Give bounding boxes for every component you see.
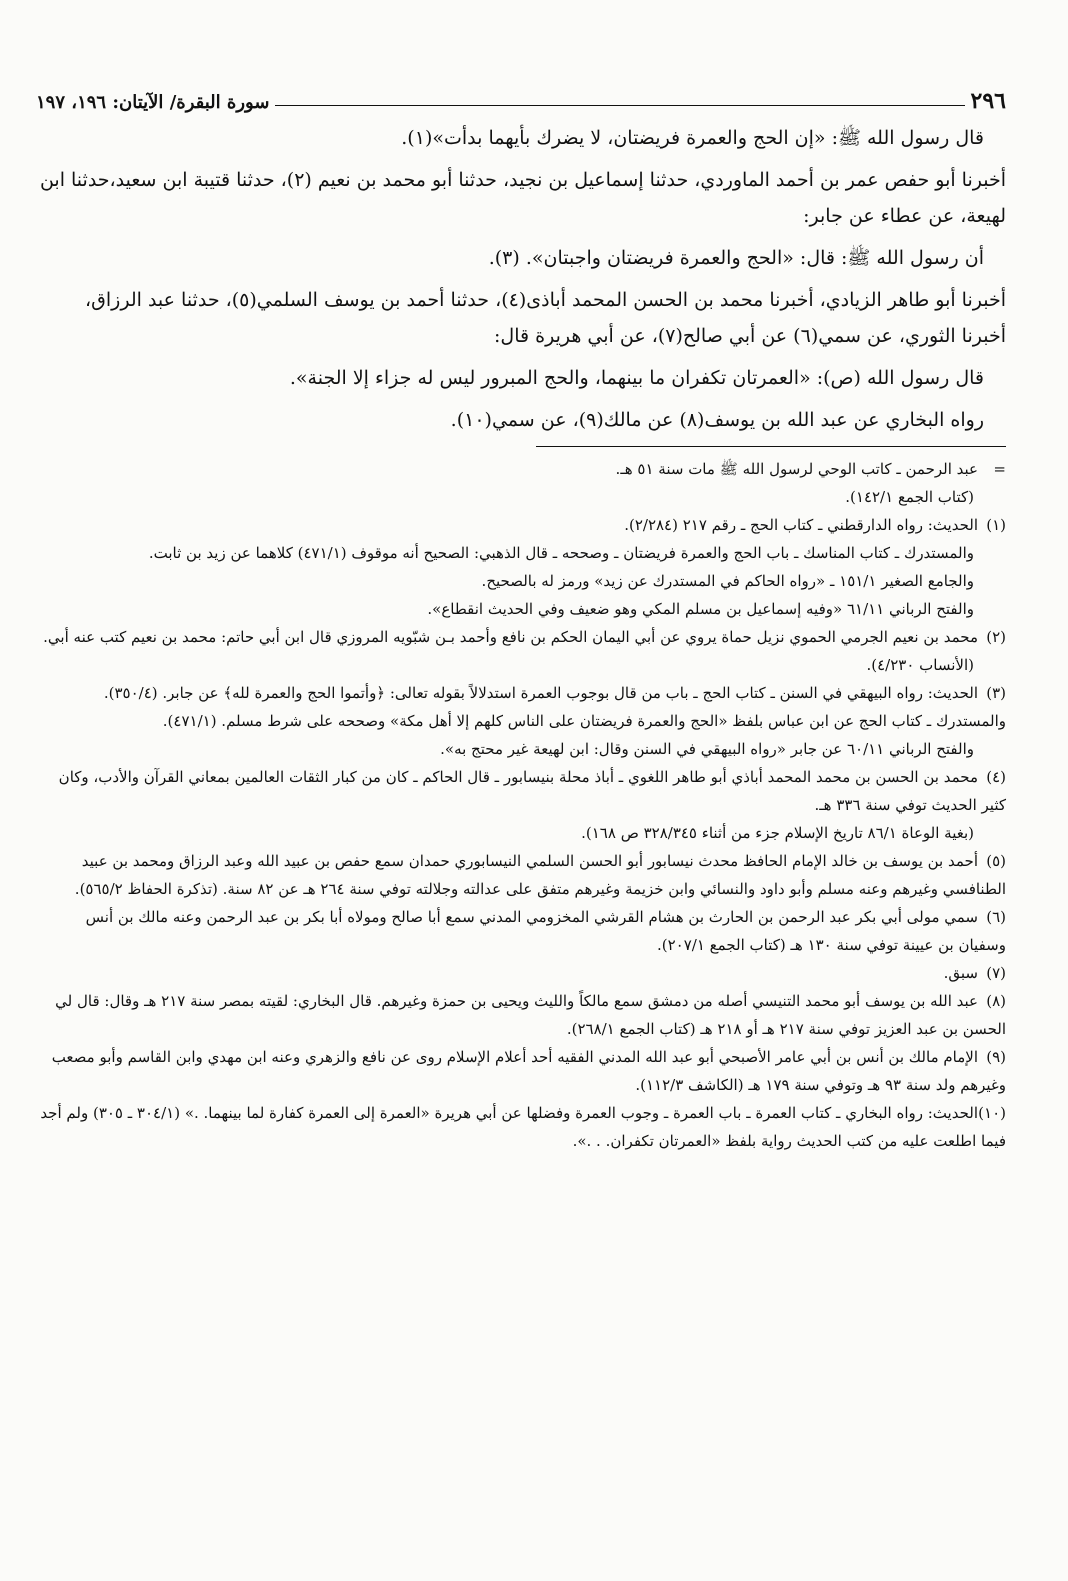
footnote-line — [36, 595, 1006, 623]
footnote-label: (٩) — [986, 1048, 1006, 1066]
footnote-text: سبق. — [943, 964, 978, 982]
footnote-line — [36, 539, 1006, 567]
footnote-line — [36, 567, 1006, 595]
footnote-line — [36, 735, 1006, 763]
header-rule — [275, 105, 964, 106]
footnote-text: (كتاب الجمع ١٤٢/١). — [845, 488, 974, 506]
main-paragraph: أخبرنا أبو طاهر الزيادي، أخبرنا محمد بن الحسن المحمد أباذى(٤)، حدثنا أحمد بن يوسف السلمي(٥)، حدثنا عبد الرزاق، أخبرنا الثوري، عن سمي(٦) عن أبي صالح(٧)، عن أبي هريرة قال: — [85, 289, 1006, 347]
footnote-line — [36, 651, 1006, 679]
footnote-line — [36, 847, 1006, 903]
footnote-label: (١) — [986, 516, 1006, 534]
footnote-text: الإمام مالك بن أنس بن أبي عامر الأصبحي أبو عبد الله المدني الفقيه أحد أعلام الإسلام روى عن نافع والزهري وعنه ابن مهدي وابن القاسم وأبو مصعب وغيرهم ولد سنة ٩٣ هـ وتوفي سنة ١٧٩ هـ (الكاشف ١١٢/٣). — [51, 1048, 1006, 1094]
footnote-text: سمي مولى أبي بكر عبد الرحمن بن الحارث بن هشام القرشي المخزومي المدني سمع أبا صالح ومولاه أبا بكر بن عبد الرحمن وعنه مالك بن أنس وسفيان بن عيينة توفي سنة ١٣٠ هـ (كتاب الجمع ٢٠٧/١). — [85, 908, 1006, 954]
footnote-line — [36, 623, 1006, 651]
footnote-line — [36, 455, 1006, 483]
footnote-text: محمد بن الحسن بن محمد المحمد أباذي أبو طاهر اللغوي ـ أباذ محلة بنيسابور ـ قال الحاكم ـ كان من كبار الثقات العالمين بمعاني القرآن والأدب، وكان كثير الحديث توفي سنة ٣٣٦ هـ. — [58, 768, 1006, 814]
footnote-text: الحديث: رواه البيهقي في السنن ـ كتاب الحج ـ باب من قال بوجوب العمرة استدلالاً بقوله تعالى: ﴿وأتموا الحج والعمرة لله﴾ عن جابر. (٣٥٠/٤). والمستدرك ـ كتاب الحج عن ابن عباس بلفظ «الحج والعمرة فريضتان على الناس كلهم إلا أهل مكة» وصححه على شرط مسلم. (٤٧١/١). — [103, 684, 1006, 730]
main-paragraph: قال رسول الله ﷺ: «إن الحج والعمرة فريضتان، لا يضرك بأيهما بدأت»(١). — [401, 127, 984, 149]
footnote-text: والفتح الرباني ٦٠/١١ عن جابر «رواه البيهقي في السنن وقال: ابن لهيعة غير محتج به». — [440, 740, 974, 758]
footnote-line — [36, 1099, 1006, 1155]
footnote-line — [36, 903, 1006, 959]
page-number: ٢٩٦ — [970, 88, 1006, 114]
footnote-line — [36, 511, 1006, 539]
running-title: سورة البقرة/ الآيتان: ١٩٦، ١٩٧ — [36, 92, 270, 113]
footnote-label: (٤) — [986, 768, 1006, 786]
footnote-line — [36, 959, 1006, 987]
footnote-line — [36, 987, 1006, 1043]
footnotes — [36, 455, 1006, 1155]
footnote-label: (١٠) — [978, 1104, 1006, 1122]
page-header — [36, 78, 1006, 112]
main-paragraph: أخبرنا أبو حفص عمر بن أحمد الماوردي، حدثنا إسماعيل بن نجيد، حدثنا أبو محمد بن نعيم (٢)، حدثنا قتيبة ابن سعيد،حدثنا ابن لهيعة، عن عطاء عن جابر: — [39, 169, 1006, 227]
footnote-line — [36, 819, 1006, 847]
footnote-text: (الأنساب ٤/٢٣٠). — [866, 656, 974, 674]
footnote-label: = — [993, 460, 1006, 478]
footnote-text: عبد الرحمن ـ كاتب الوحي لرسول الله ﷺ مات سنة ٥١ هـ. — [615, 460, 978, 478]
main-paragraph: رواه البخاري عن عبد الله بن يوسف(٨) عن مالك(٩)، عن سمي(١٠). — [450, 409, 984, 431]
main-paragraph: أن رسول الله ﷺ: قال: «الحج والعمرة فريضتان واجبتان». (٣). — [488, 247, 984, 269]
footnote-separator — [536, 446, 1006, 447]
footnote-text: أحمد بن يوسف بن خالد الإمام الحافظ محدث نيسابور أبو الحسن السلمي النيسابوري حمدان سمع حفص بن عبيد الله وعبد الرزاق ومحمد بن عبيد الطنافسي وغيرهم وعنه مسلم وأبو داود والنسائي وابن خزيمة وغيرهم متفق على عدالته وجلالته توفي سنة ٢٦٤ هـ عن ٨٢ سنة. (تذكرة الحفاظ ٥٦٥/٢). — [74, 852, 1006, 898]
footnote-line — [36, 679, 1006, 735]
footnote-text: والجامع الصغير ١٥١/١ ـ «رواه الحاكم في المستدرك عن زيد» ورمز له بالصحيح. — [481, 572, 974, 590]
footnote-label: (٢) — [986, 628, 1006, 646]
footnote-label: (٣) — [986, 684, 1006, 702]
footnote-line — [36, 1043, 1006, 1099]
footnote-text: (بغية الوعاة ٨٦/١ تاريخ الإسلام جزء من أثناء ٣٢٨/٣٤٥ ص ١٦٨). — [581, 824, 974, 842]
main-text — [36, 120, 1006, 438]
footnote-line — [36, 763, 1006, 819]
footnote-label: (٧) — [986, 964, 1006, 982]
footnote-label: (٥) — [986, 852, 1006, 870]
footnote-label: (٦) — [986, 908, 1006, 926]
footnote-line — [36, 483, 1006, 511]
footnote-text: عبد الله بن يوسف أبو محمد التنيسي أصله من دمشق سمع مالكاً والليث ويحيى بن حمزة وغيرهم. قال البخاري: لقيته بمصر سنة ٢١٧ هـ وقال: قال لي الحسن بن عبد العزيز توفي سنة ٢١٧ هـ أو ٢١٨ هـ (كتاب الجمع ٢٦٨/١). — [55, 992, 1006, 1038]
footnote-text: والمستدرك ـ كتاب المناسك ـ باب الحج والعمرة فريضتان ـ وصححه ـ قال الذهبي: الصحيح أنه موقوف (٤٧١/١) كلاهما عن زيد بن ثابت. — [148, 544, 974, 562]
footnote-text: محمد بن نعيم الجرمي الحموي نزيل حماة يروي عن أبي اليمان الحكم بن نافع وأحمد بـن شبّويه المروزي قال ابن أبي حاتم: محمد بن نعيم كتب عنه أبي. — [43, 628, 978, 646]
footnote-label: (٨) — [986, 992, 1006, 1010]
footnote-text: والفتح الرباني ٦١/١١ «وفيه إسماعيل بن مسلم المكي وهو ضعيف وفي الحديث انقطاع». — [427, 600, 974, 618]
document-page — [36, 78, 1006, 1155]
footnote-text: الحديث: رواه الدارقطني ـ كتاب الحج ـ رقم ٢١٧ (٢/٢٨٤). — [624, 516, 978, 534]
main-paragraph: قال رسول الله (ص): «العمرتان تكفران ما بينهما، والحج المبرور ليس له جزاء إلا الجنة». — [289, 367, 984, 389]
footnote-text: الحديث: رواه البخاري ـ كتاب العمرة ـ باب العمرة ـ وجوب العمرة وفضلها عن أبي هريرة «العمرة إلى العمرة كفارة لما بينهما. .» (٣٠٤/١ ـ ٣٠٥) ولم أجد فيما اطلعت عليه من كتب الحديث رواية بلفظ «العمرتان تكفران. . .». — [40, 1104, 1006, 1150]
